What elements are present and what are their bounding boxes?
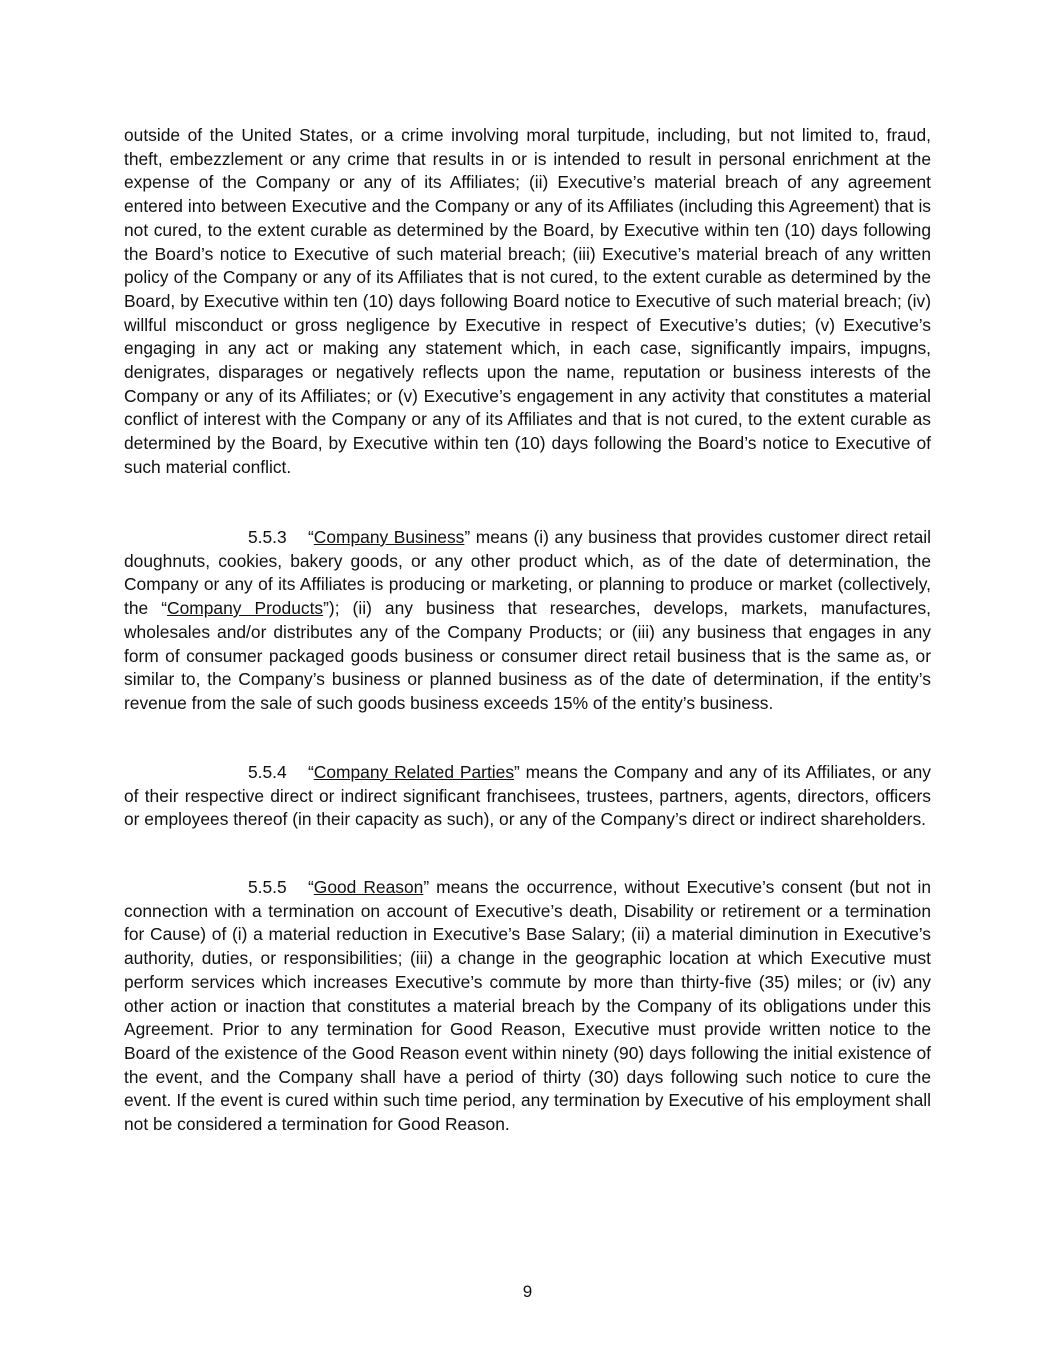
section-number: 5.5.4 xyxy=(248,762,287,782)
section-5-5-5-good-reason xyxy=(124,876,931,1137)
open-quote: “ xyxy=(308,877,314,897)
definition-text: ” means (i) any business that provides customer direct retail doughnuts, cookies, bakery goods, or any other product which, as of the date of determination, the Company or any of its Affiliates is producing or marketing, or planning to produce or market (collectively, the “ xyxy=(124,527,931,619)
definition-text: ” means the occurrence, without Executive’s consent (but not in connection with a termination on account of Executive’s death, Disability or retirement or a termination for Cause) of (i) a material reduction in Executive’s Base Salary; (ii) a material diminution in Executive’s authority, duties, or responsibilities; (iii) a change in the geographic location at which Executive must perform services which increases Executive’s commute by more than thirty-five (35) miles; or (iv) any other action or inaction that constitutes a material breach by the Company of its obligations under this Agreement. Prior to any termination for Good Reason, Executive must provide written notice to the Board of the existence of the Good Reason event within ninety (90) days following the initial existence of the event, and the Company shall have a period of thirty (30) days following such notice to cure the event. If the event is cured within such time period, any termination by Executive of his employment shall not be considered a termination for Good Reason. xyxy=(124,877,931,1135)
page-number: 9 xyxy=(522,1282,533,1301)
definition-text: ” means the Company and any of its Affiliates, or any of their respective direct or indirect significant franchisees, trustees, partners, agents, directors, officers or employees thereof (in their capacity as such), or any of the Company’s direct or indirect shareholders. xyxy=(124,762,931,830)
defined-term-company-business: Company Business xyxy=(313,527,465,547)
section-5-5-3-company-business xyxy=(124,526,931,716)
defined-term-company-related-parties: Company Related Parties xyxy=(313,762,515,782)
section-number: 5.5.3 xyxy=(248,527,287,547)
open-quote: “ xyxy=(308,762,314,782)
open-quote: “ xyxy=(308,527,314,547)
section-5-5-4-company-related-parties xyxy=(124,761,931,832)
defined-term-good-reason: Good Reason xyxy=(313,877,424,897)
section-number: 5.5.5 xyxy=(248,877,287,897)
definition-text-continued: ”); (ii) any business that researches, develops, markets, manufactures, wholesales and/or distributes any of the Company Products; or (iii) any business that engages in any form of consumer packaged goods business or consumer direct retail business that is the same as, or similar to, the Company’s business or planned business as of the date of determination, if the entity’s revenue from the sale of such goods business exceeds 15% of the entity’s business. xyxy=(124,598,931,713)
paragraph-cause-definition-continued xyxy=(124,124,931,480)
defined-term-company-products: Company Products xyxy=(167,598,324,619)
paragraph-text: outside of the United States, or a crime involving moral turpitude, including, but not limited to, fraud, theft, embezzlement or any crime that results in or is intended to result in personal enrichment at the expense of the Company or any of its Affiliates; (ii) Executive’s material breach of any agreement entered into between Executive and the Company or any of its Affiliates (including this Agreement) that is not cured, to the extent curable as determined by the Board, by Executive within ten (10) days following the Board’s notice to Executive of such material breach; (iii) Executive’s material breach of any written policy of the Company or any of its Affiliates that is not cured, to the extent curable as determined by the Board, by Executive within ten (10) days following Board notice to Executive of such material breach; (iv) willful misconduct or gross negligence by Executive in respect of Executive’s duties; (v) Executive’s engaging in any act or making any statement which, in each case, significantly impairs, impugns, denigrates, disparages or negatively reflects upon the name, reputation or business interests of the Company or any of its Affiliates; or (v) Executive’s engagement in any activity that constitutes a material conflict of interest with the Company or any of its Affiliates and that is not cured, to the extent curable as determined by the Board, by Executive within ten (10) days following the Board’s notice to Executive of such material conflict. xyxy=(124,125,931,477)
